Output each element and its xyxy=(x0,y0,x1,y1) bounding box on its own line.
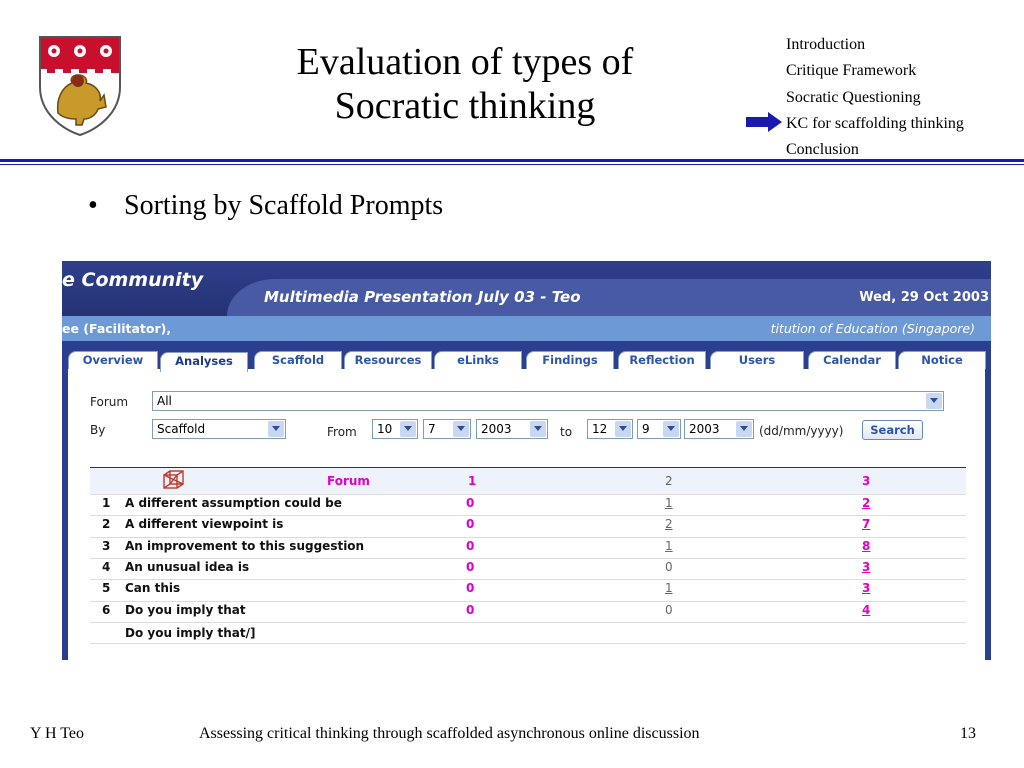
row-divider xyxy=(90,601,966,602)
header-divider-thin xyxy=(0,164,1024,165)
to-year-select[interactable]: 2003 xyxy=(684,419,754,439)
count-col-3[interactable]: 3 xyxy=(862,581,871,596)
slide-title: Evaluation of types of Socratic thinking xyxy=(296,41,634,127)
tab-findings[interactable]: Findings xyxy=(526,351,614,369)
footer-title: Assessing critical thinking through scaffolded asynchronous online discussion xyxy=(199,725,700,742)
forum-label: Forum xyxy=(90,395,129,409)
app-banner xyxy=(62,261,991,316)
bullet-dot-icon: • xyxy=(88,190,98,221)
university-crest-logo xyxy=(38,35,122,137)
count-col-1: 0 xyxy=(466,559,475,574)
chevron-down-icon xyxy=(453,421,469,437)
row-number: 5 xyxy=(102,581,111,596)
current-date: Wed, 29 Oct 2003 xyxy=(859,290,989,305)
to-day-select[interactable]: 12 xyxy=(587,419,633,439)
from-label: From xyxy=(327,425,357,439)
count-col-2[interactable]: 2 xyxy=(665,517,673,532)
row-number: 4 xyxy=(102,559,111,574)
toc-item: Conclusion xyxy=(786,141,859,159)
to-label: to xyxy=(560,425,573,439)
table-header xyxy=(90,467,966,494)
scaffold-prompt: Can this xyxy=(125,581,181,596)
scaffold-prompt: Do you imply that xyxy=(125,602,246,617)
count-col-1: 0 xyxy=(466,538,475,553)
row-divider xyxy=(90,494,966,495)
by-label: By xyxy=(90,423,106,437)
row-divider xyxy=(90,643,966,644)
tab-overview[interactable]: Overview xyxy=(68,351,158,369)
scaffold-prompt: A different viewpoint is xyxy=(125,517,284,532)
toc-item: Introduction xyxy=(786,36,866,53)
page-number: 13 xyxy=(960,725,976,742)
tab-calendar[interactable]: Calendar xyxy=(808,351,896,369)
header-divider xyxy=(0,159,1024,162)
cube-icon xyxy=(162,469,186,491)
header-forum: Forum xyxy=(327,474,370,488)
scaffold-prompt: An improvement to this suggestion xyxy=(125,538,365,553)
search-button[interactable]: Search xyxy=(862,420,923,440)
row-number: 2 xyxy=(102,517,111,532)
scaffold-prompt: A different assumption could be xyxy=(125,496,342,510)
from-month-select[interactable]: 7 xyxy=(423,419,471,439)
toc-item: Critique Framework xyxy=(786,62,917,80)
count-col-2[interactable]: 1 xyxy=(665,581,673,596)
footer-author: Y H Teo xyxy=(30,725,84,742)
date-format-hint: (dd/mm/yyyy) xyxy=(759,424,844,438)
count-col-3[interactable]: 8 xyxy=(862,538,871,553)
chevron-down-icon xyxy=(268,421,284,437)
tab-bar xyxy=(68,351,988,371)
from-year-select[interactable]: 2003 xyxy=(476,419,548,439)
facilitator-label: ee (Facilitator), xyxy=(62,321,172,336)
sort-by-select[interactable]: Scaffold xyxy=(152,419,286,439)
header-col-3: 3 xyxy=(862,474,871,488)
tab-scaffold[interactable]: Scaffold xyxy=(254,351,342,369)
tab-notice[interactable]: Notice xyxy=(898,351,986,369)
section-navigation xyxy=(786,32,964,163)
toc-item: Socratic Questioning xyxy=(786,88,921,106)
forum-select[interactable]: All xyxy=(152,391,944,411)
row-number: 6 xyxy=(102,602,111,617)
trailing-prompt-text: Do you imply that/] xyxy=(125,626,256,640)
chevron-down-icon xyxy=(400,421,416,437)
from-day-select[interactable]: 10 xyxy=(372,419,418,439)
bullet-point: • Sorting by Scaffold Prompts xyxy=(88,190,444,221)
tab-users[interactable]: Users xyxy=(710,351,804,369)
row-divider xyxy=(90,622,966,623)
count-col-3[interactable]: 2 xyxy=(862,496,871,510)
count-col-2[interactable]: 1 xyxy=(665,538,673,553)
scaffold-prompt: An unusual idea is xyxy=(125,559,250,574)
count-col-2: 0 xyxy=(665,559,673,574)
institution-label: titution of Education (Singapore) xyxy=(770,321,975,336)
row-number: 1 xyxy=(102,496,111,510)
tab-reflection[interactable]: Reflection xyxy=(618,351,706,369)
count-col-1: 0 xyxy=(466,517,475,532)
user-bar xyxy=(62,316,991,341)
chevron-down-icon xyxy=(663,421,679,437)
count-col-1: 0 xyxy=(466,602,475,617)
tab-elinks[interactable]: eLinks xyxy=(434,351,522,369)
count-col-3[interactable]: 4 xyxy=(862,602,871,617)
toc-item-current: KC for scaffolding thinking xyxy=(786,114,964,132)
app-brand: e Community xyxy=(62,269,204,291)
course-title: Multimedia Presentation July 03 - Teo xyxy=(264,288,581,306)
count-col-3[interactable]: 7 xyxy=(862,517,871,532)
header-col-1: 1 xyxy=(468,474,477,488)
row-divider xyxy=(90,579,966,580)
tab-resources[interactable]: Resources xyxy=(344,351,432,369)
chevron-down-icon xyxy=(615,421,631,437)
chevron-down-icon xyxy=(926,393,942,409)
tab-analyses[interactable]: Analyses xyxy=(160,352,248,372)
count-col-3[interactable]: 3 xyxy=(862,559,871,574)
current-section-arrow-icon xyxy=(746,112,782,132)
row-divider xyxy=(90,515,966,516)
count-col-2[interactable]: 1 xyxy=(665,496,673,510)
row-divider xyxy=(90,558,966,559)
header-col-2: 2 xyxy=(665,474,673,488)
to-month-select[interactable]: 9 xyxy=(637,419,681,439)
app-screenshot xyxy=(62,261,991,660)
count-col-1: 0 xyxy=(466,581,475,596)
chevron-down-icon xyxy=(736,421,752,437)
count-col-2: 0 xyxy=(665,602,673,617)
count-col-1: 0 xyxy=(466,496,475,510)
chevron-down-icon xyxy=(530,421,546,437)
row-number: 3 xyxy=(102,538,111,553)
row-divider xyxy=(90,537,966,538)
